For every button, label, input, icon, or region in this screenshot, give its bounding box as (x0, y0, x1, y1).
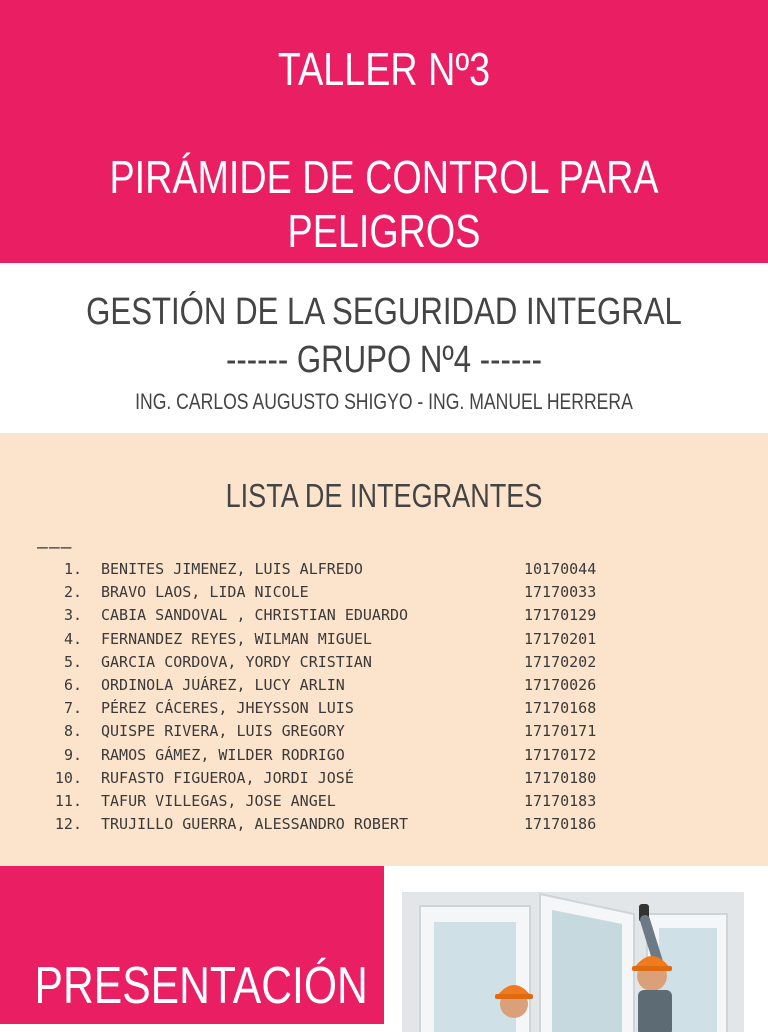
member-code: 17170129 (524, 606, 597, 625)
member-code: 17170186 (524, 815, 597, 834)
member-name: BRAVO LAOS, LIDA NICOLE (101, 583, 309, 602)
member-name: QUISPE RIVERA, LUIS GREGORY (101, 722, 345, 741)
member-name: TAFUR VILLEGAS, JOSE ANGEL (101, 791, 336, 810)
member-number: 9. (63, 745, 82, 764)
presentation-panel (0, 866, 384, 1024)
member-row (0, 583, 768, 606)
member-number: 6. (63, 675, 82, 694)
member-row (0, 606, 768, 629)
member-name: GARCIA CORDOVA, YORDY CRISTIAN (101, 652, 372, 671)
member-code: 10170044 (524, 560, 597, 578)
member-code: 17170172 (524, 745, 597, 764)
member-row (0, 676, 768, 699)
course-info (0, 263, 768, 433)
member-code: 17170033 (524, 583, 597, 602)
member-name: ORDINOLA JUÁREZ, LUCY ARLIN (101, 675, 345, 694)
member-list (0, 560, 768, 838)
course-name: GESTIÓN DE LA SEGURIDAD INTEGRAL (86, 291, 682, 333)
member-number: 4. (63, 629, 82, 648)
member-row (0, 746, 768, 769)
group-label: ------ GRUPO Nº4 ------ (226, 339, 542, 381)
member-number: 10. (54, 768, 82, 787)
member-number: 7. (63, 699, 82, 718)
member-row (0, 653, 768, 676)
section-divider: ——— (37, 537, 73, 558)
workshop-title: TALLER Nº3 (277, 43, 491, 95)
member-row (0, 699, 768, 722)
member-code: 17170201 (524, 629, 597, 648)
member-name: CABIA SANDOVAL , CHRISTIAN EDUARDO (101, 606, 409, 625)
member-number: 11. (54, 791, 82, 810)
member-code: 17170168 (524, 699, 597, 718)
member-code: 17170026 (524, 675, 597, 694)
member-row (0, 630, 768, 653)
member-row (0, 722, 768, 745)
member-number: 3. (63, 606, 82, 625)
member-row (0, 792, 768, 815)
member-row (0, 815, 768, 838)
member-code: 17170171 (524, 722, 597, 741)
presentation-title: PRESENTACIÓN (34, 957, 368, 1015)
member-name: TRUJILLO GUERRA, ALESSANDRO ROBERT (101, 815, 409, 834)
members-section (0, 433, 768, 866)
member-row (0, 769, 768, 792)
document-title: PIRÁMIDE DE CONTROL PARA PELIGROS (109, 151, 659, 257)
member-number: 12. (54, 815, 82, 834)
member-row (0, 560, 768, 583)
member-code: 17170180 (524, 768, 597, 787)
member-name: RAMOS GÁMEZ, WILDER RODRIGO (101, 745, 345, 764)
workers-illustration (402, 892, 744, 1032)
members-title: LISTA DE INTEGRANTES (225, 477, 543, 514)
member-name: BENITES JIMENEZ, LUIS ALFREDO (101, 560, 363, 578)
member-number: 1. (63, 560, 82, 578)
member-name: RUFASTO FIGUEROA, JORDI JOSÉ (101, 768, 354, 787)
member-number: 8. (63, 722, 82, 741)
member-number: 2. (63, 583, 82, 602)
header-banner (0, 0, 768, 263)
member-number: 5. (63, 652, 82, 671)
member-name: PÉREZ CÁCERES, JHEYSSON LUIS (101, 699, 354, 718)
member-code: 17170183 (524, 791, 597, 810)
member-name: FERNANDEZ REYES, WILMAN MIGUEL (101, 629, 372, 648)
workers-window-photo (402, 892, 744, 1032)
photo-panel (384, 866, 768, 1024)
member-code: 17170202 (524, 652, 597, 671)
instructors: ING. CARLOS AUGUSTO SHIGYO - ING. MANUEL HERRERA (135, 389, 633, 414)
